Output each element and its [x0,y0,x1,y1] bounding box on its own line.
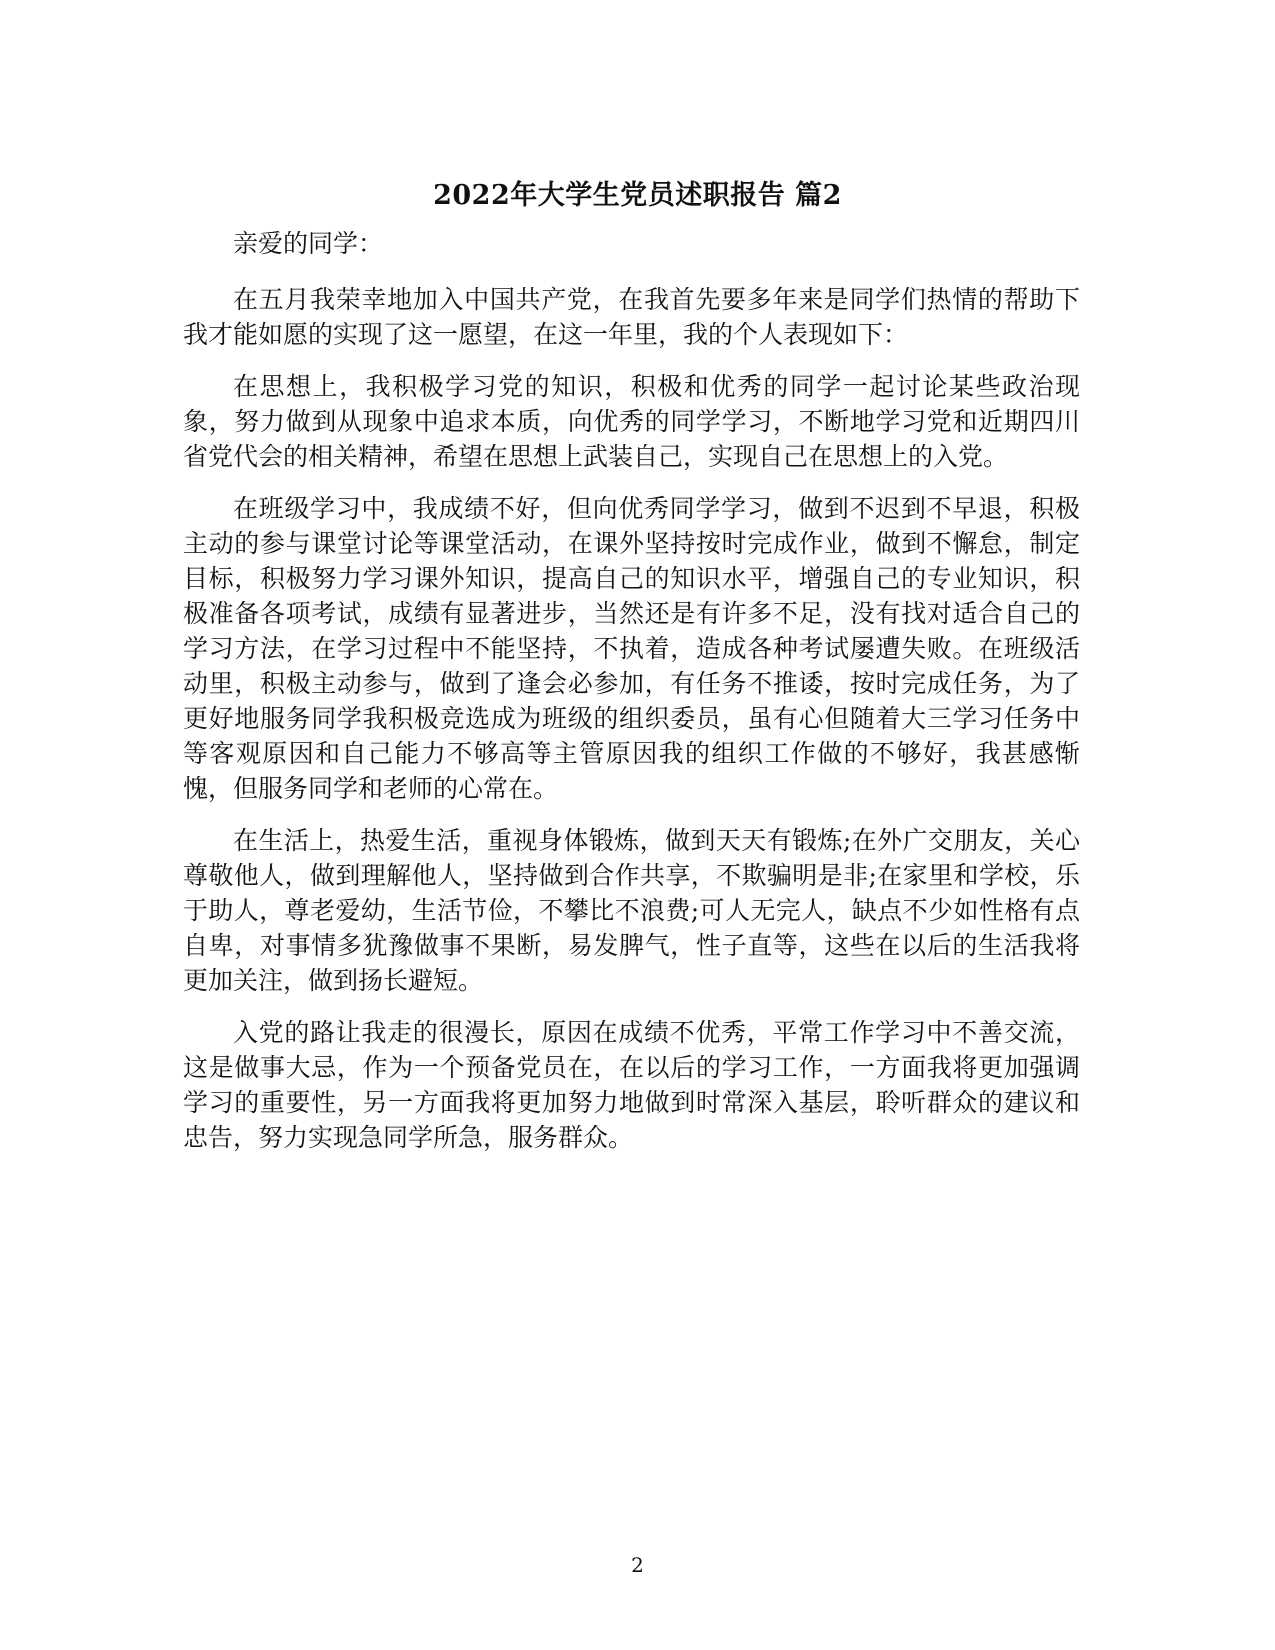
salutation: 亲爱的同学： [233,229,384,258]
document-body [183,226,1080,1172]
paragraph-daily-life: 在生活上，热爱生活，重视身体锻炼，做到天天有锻炼;在外广交朋友，关心尊敬他人，做到理解他人，坚持做到合作共享，不欺骗明是非;在家里和学校，乐于助人，尊老爱幼，生活节俭，不攀比不浪费;可人无完人，缺点不少如性格有点自卑，对事情多犹豫做事不果断，易发脾气，性子直等，这些在以后的生活我将更加关注，做到扬长避短。 [183,826,1080,995]
paragraph-joining-party: 在五月我荣幸地加入中国共产党，在我首先要多年来是同学们热情的帮助下我才能如愿的实现了这一愿望，在这一年里，我的个人表现如下： [183,285,1080,349]
page-number: 2 [631,1553,644,1577]
paragraph-class-study: 在班级学习中，我成绩不好，但向优秀同学学习，做到不迟到不早退，积极主动的参与课堂讨论等课堂活动，在课外坚持按时完成作业，做到不懈怠，制定目标，积极努力学习课外知识，提高自己的知识水平，增强自己的专业知识，积极准备各项考试，成绩有显著进步，当然还是有许多不足，没有找对适合自己的学习方法，在学习过程中不能坚持，不执着，造成各种考试屡遭失败。在班级活动里，积极主动参与，做到了逢会必参加，有任务不推诿，按时完成任务，为了更好地服务同学我积极竞选成为班级的组织委员，虽有心但随着大三学习任务中等客观原因和自己能力不够高等主管原因我的组织工作做的不够好，我甚感惭愧，但服务同学和老师的心常在。 [183,494,1080,803]
paragraph-conclusion: 入党的路让我走的很漫长，原因在成绩不优秀，平常工作学习中不善交流，这是做事大忌，作为一个预备党员在，在以后的学习工作，一方面我将更加强调学习的重要性，另一方面我将更加努力地做到时常深入基层，聆听群众的建议和忠告，努力实现急同学所急，服务群众。 [183,1018,1080,1152]
paragraph-ideology: 在思想上，我积极学习党的知识，积极和优秀的同学一起讨论某些政治现象，努力做到从现象中追求本质，向优秀的同学学习，不断地学习党和近期四川省党代会的相关精神，希望在思想上武装自己，实现自己在思想上的入党。 [183,372,1080,471]
document-title: 2022年大学生党员述职报告 篇2 [433,180,842,211]
